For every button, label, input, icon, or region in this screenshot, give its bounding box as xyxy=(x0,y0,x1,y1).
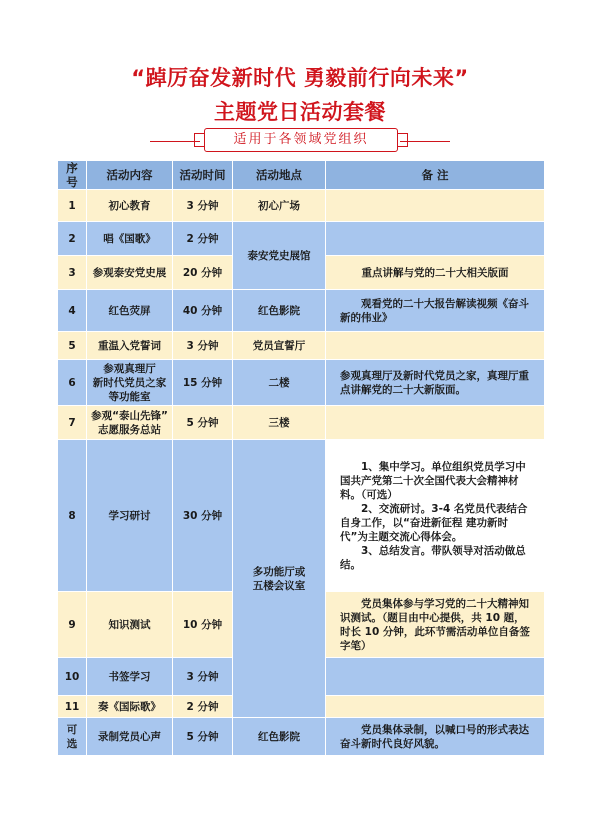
row-time: 15 分钟 xyxy=(173,360,233,406)
row-content xyxy=(87,406,173,440)
row-no: 5 xyxy=(58,332,87,360)
table-row xyxy=(58,290,545,332)
row-content: 知识测试 xyxy=(87,592,173,658)
row-time: 10 分钟 xyxy=(173,592,233,658)
table-row xyxy=(58,440,545,592)
row-content: 录制党员心声 xyxy=(87,718,173,756)
row-place: 党员宣誓厅 xyxy=(233,332,326,360)
header-place: 活动地点 xyxy=(233,161,326,190)
row-note xyxy=(326,592,545,658)
header-no: 序号 xyxy=(58,161,87,190)
note-item: 1、集中学习。单位组织党员学习中国共产党第二十次全国代表大会精神材料。（可选） xyxy=(340,460,526,501)
row-no: 6 xyxy=(58,360,87,406)
row-content: 奏《国际歌》 xyxy=(87,696,173,718)
row-no: 2 xyxy=(58,222,87,256)
note-item: 3、总结发言。带队领导对活动做总结。 xyxy=(340,544,526,571)
table-row xyxy=(58,190,545,222)
row-note xyxy=(326,332,545,360)
row-time: 40 分钟 xyxy=(173,290,233,332)
content-line: 参观真理厅 xyxy=(103,362,156,375)
row-note xyxy=(326,222,545,256)
row-time: 3 分钟 xyxy=(173,190,233,222)
row-note-text: 参观真理厅及新时代党员之家，真理厅重点讲解党的二十大新版面。 xyxy=(340,369,529,396)
row-time: 2 分钟 xyxy=(173,222,233,256)
row-no: 8 xyxy=(58,440,87,592)
row-time: 3 分钟 xyxy=(173,332,233,360)
banner-left-wing xyxy=(194,133,205,147)
row-note xyxy=(326,406,545,440)
subtitle-text: 适用于各领域党组织 xyxy=(233,132,369,147)
row-note xyxy=(326,718,545,756)
row-time: 30 分钟 xyxy=(173,440,233,592)
header-note: 备 注 xyxy=(326,161,545,190)
row-time: 20 分钟 xyxy=(173,256,233,290)
content-line: 志愿服务总站 xyxy=(98,423,161,436)
place-line: 五楼会议室 xyxy=(252,579,306,592)
row-content: 初心教育 xyxy=(87,190,173,222)
banner-left-line xyxy=(150,141,200,142)
row-time: 5 分钟 xyxy=(173,718,233,756)
row-time: 5 分钟 xyxy=(173,406,233,440)
content-line: 新时代党员之家 xyxy=(92,376,167,389)
main-title-line1: “踔厉奋发新时代 勇毅前行向未来” xyxy=(131,66,469,90)
table-row xyxy=(58,360,545,406)
main-title-line2: 主题党日活动套餐 xyxy=(214,100,386,124)
row-note-text: 党员集体录制，以喊口号的形式表达奋斗新时代良好风貌。 xyxy=(340,723,529,750)
row-no: 4 xyxy=(58,290,87,332)
row-note xyxy=(326,440,545,592)
row-place: 红色影院 xyxy=(233,290,326,332)
row-content: 参观泰安党史展 xyxy=(87,256,173,290)
row-note xyxy=(326,658,545,696)
table-row xyxy=(58,222,545,256)
row-place: 初心广场 xyxy=(233,190,326,222)
row-note xyxy=(326,360,545,406)
place-line: 多功能厅或 xyxy=(252,565,306,578)
row-note-text: 党员集体参与学习党的二十大精神知识测试。（题目由中心提供，共 10 题，时长 10 分钟，此环节需活动单位自备签字笔） xyxy=(340,597,530,652)
row-place: 泰安党史展馆 xyxy=(233,222,326,290)
row-content: 重温入党誓词 xyxy=(87,332,173,360)
content-line: 等功能室 xyxy=(108,390,151,403)
table-row xyxy=(58,718,545,756)
row-time: 2 分钟 xyxy=(173,696,233,718)
row-place xyxy=(233,440,326,718)
row-content: 红色荧屏 xyxy=(87,290,173,332)
row-content: 学习研讨 xyxy=(87,440,173,592)
row-time: 3 分钟 xyxy=(173,658,233,696)
table-row xyxy=(58,406,545,440)
no-line: 可 xyxy=(66,723,78,736)
row-note xyxy=(326,290,545,332)
row-no: 9 xyxy=(58,592,87,658)
row-no: 7 xyxy=(58,406,87,440)
row-content xyxy=(87,360,173,406)
row-place: 二楼 xyxy=(233,360,326,406)
subtitle-banner xyxy=(204,128,398,152)
row-content: 书签学习 xyxy=(87,658,173,696)
row-note-text: 观看党的二十大报告解读视频《奋斗新的伟业》 xyxy=(340,297,529,324)
table-header-row xyxy=(58,161,545,190)
activity-table xyxy=(57,160,545,756)
row-no: 1 xyxy=(58,190,87,222)
row-no: 3 xyxy=(58,256,87,290)
row-note: 重点讲解与党的二十大相关版面 xyxy=(326,256,545,290)
table-row xyxy=(58,332,545,360)
header-time: 活动时间 xyxy=(173,161,233,190)
header-content: 活动内容 xyxy=(87,161,173,190)
row-no: 11 xyxy=(58,696,87,718)
row-no: 10 xyxy=(58,658,87,696)
note-item: 2、交流研讨。3-4 名党员代表结合自身工作，以“奋进新征程 建功新时代”为主题交流心得体会。 xyxy=(340,502,528,543)
row-no xyxy=(58,718,87,756)
row-content: 唱《国歌》 xyxy=(87,222,173,256)
row-note xyxy=(326,696,545,718)
row-place: 三楼 xyxy=(233,406,326,440)
row-place: 红色影院 xyxy=(233,718,326,756)
row-note xyxy=(326,190,545,222)
content-line: 参观“泰山先锋” xyxy=(91,409,168,422)
no-line: 选 xyxy=(66,737,78,750)
banner-right-wing xyxy=(397,133,408,147)
